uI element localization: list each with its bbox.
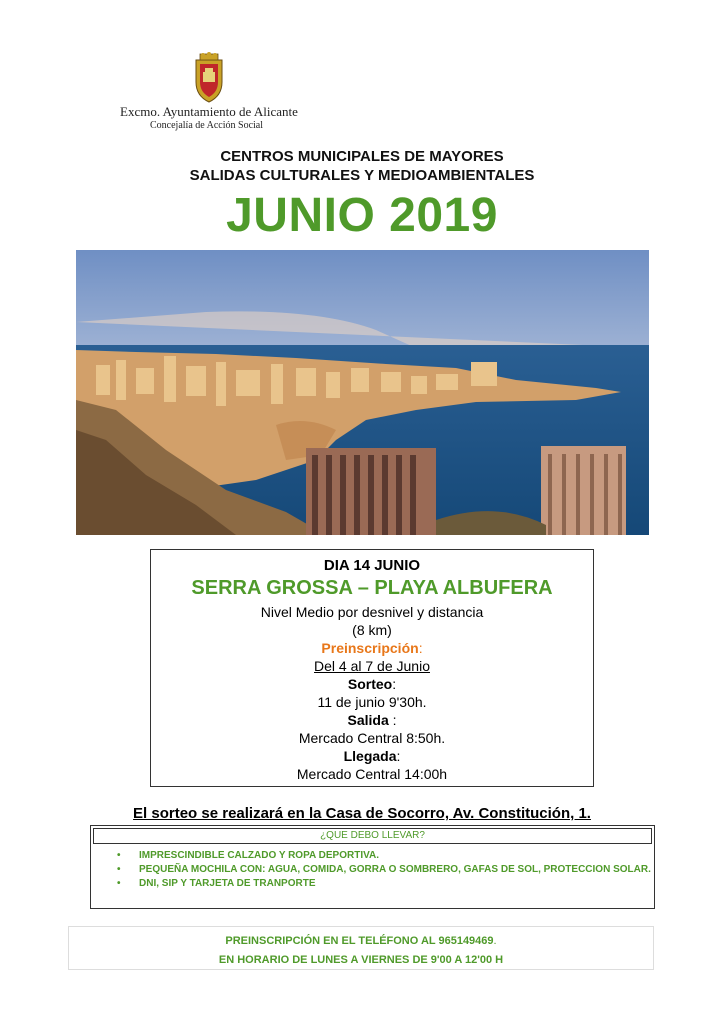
route-distance: (8 km) — [352, 622, 392, 638]
what-to-bring-title: ¿QUE DEBO LLEVAR? — [93, 828, 652, 844]
draw-label-row: Sorteo: — [347, 676, 397, 692]
arrival-label: Llegada — [343, 748, 397, 764]
prereg-dates: Del 4 al 7 de Junio — [314, 658, 430, 674]
department-name: Concejalía de Acción Social — [150, 120, 264, 131]
contact-phone-line: PREINSCRIPCIÓN EN EL TELÉFONO AL 965149469. — [225, 935, 497, 947]
draw-label: Sorteo — [347, 676, 393, 692]
departure-label-row: Salida : — [347, 712, 397, 728]
page-title: JUNIO 2019 — [226, 189, 498, 242]
heading-outings: SALIDAS CULTURALES Y MEDIOAMBIENTALES — [189, 167, 535, 184]
list-item: • IMPRESCINDIBLE CALZADO Y ROPA DEPORTIVA. — [117, 850, 380, 861]
difficulty-level: Nivel Medio por desnivel y distancia — [260, 604, 484, 620]
coastal-city-photo — [76, 250, 649, 535]
organization-name: Excmo. Ayuntamiento de Alicante — [120, 104, 298, 119]
event-date: DIA 14 JUNIO — [323, 557, 421, 574]
prereg-label-row: Preinscripción: — [321, 640, 423, 656]
arrival-value: Mercado Central 14:00h — [296, 766, 448, 782]
list-item: • PEQUEÑA MOCHILA CON: AGUA, COMIDA, GORRA O SOMBRERO, GAFAS DE SOL, PROTECCION SOLAR. — [117, 864, 651, 875]
heading-centers: CENTROS MUNICIPALES DE MAYORES — [220, 148, 504, 165]
bullet-icon: • — [117, 850, 121, 861]
departure-value: Mercado Central 8:50h. — [298, 730, 446, 746]
what-to-bring-list — [91, 850, 654, 892]
contact-box — [68, 926, 654, 970]
what-to-bring-box — [90, 825, 655, 909]
arrival-label-row: Llegada: — [343, 748, 401, 764]
bullet-icon: • — [117, 878, 121, 889]
list-item: • DNI, SIP Y TARJETA DE TRANPORTE — [117, 878, 316, 889]
prereg-label: Preinscripción — [321, 640, 419, 656]
departure-label: Salida — [347, 712, 389, 728]
draw-location-notice: El sorteo se realizará en la Casa de Socorro, Av. Constitución, 1. — [133, 805, 591, 822]
event-details-box — [150, 549, 594, 787]
bullet-icon: • — [117, 864, 121, 875]
event-route: SERRA GROSSA – PLAYA ALBUFERA — [191, 577, 553, 599]
coat-of-arms-logo — [190, 52, 228, 104]
draw-value: 11 de junio 9'30h. — [317, 694, 427, 710]
contact-hours-line: EN HORARIO DE LUNES A VIERNES DE 9'00 A 12'00 H — [218, 954, 504, 966]
